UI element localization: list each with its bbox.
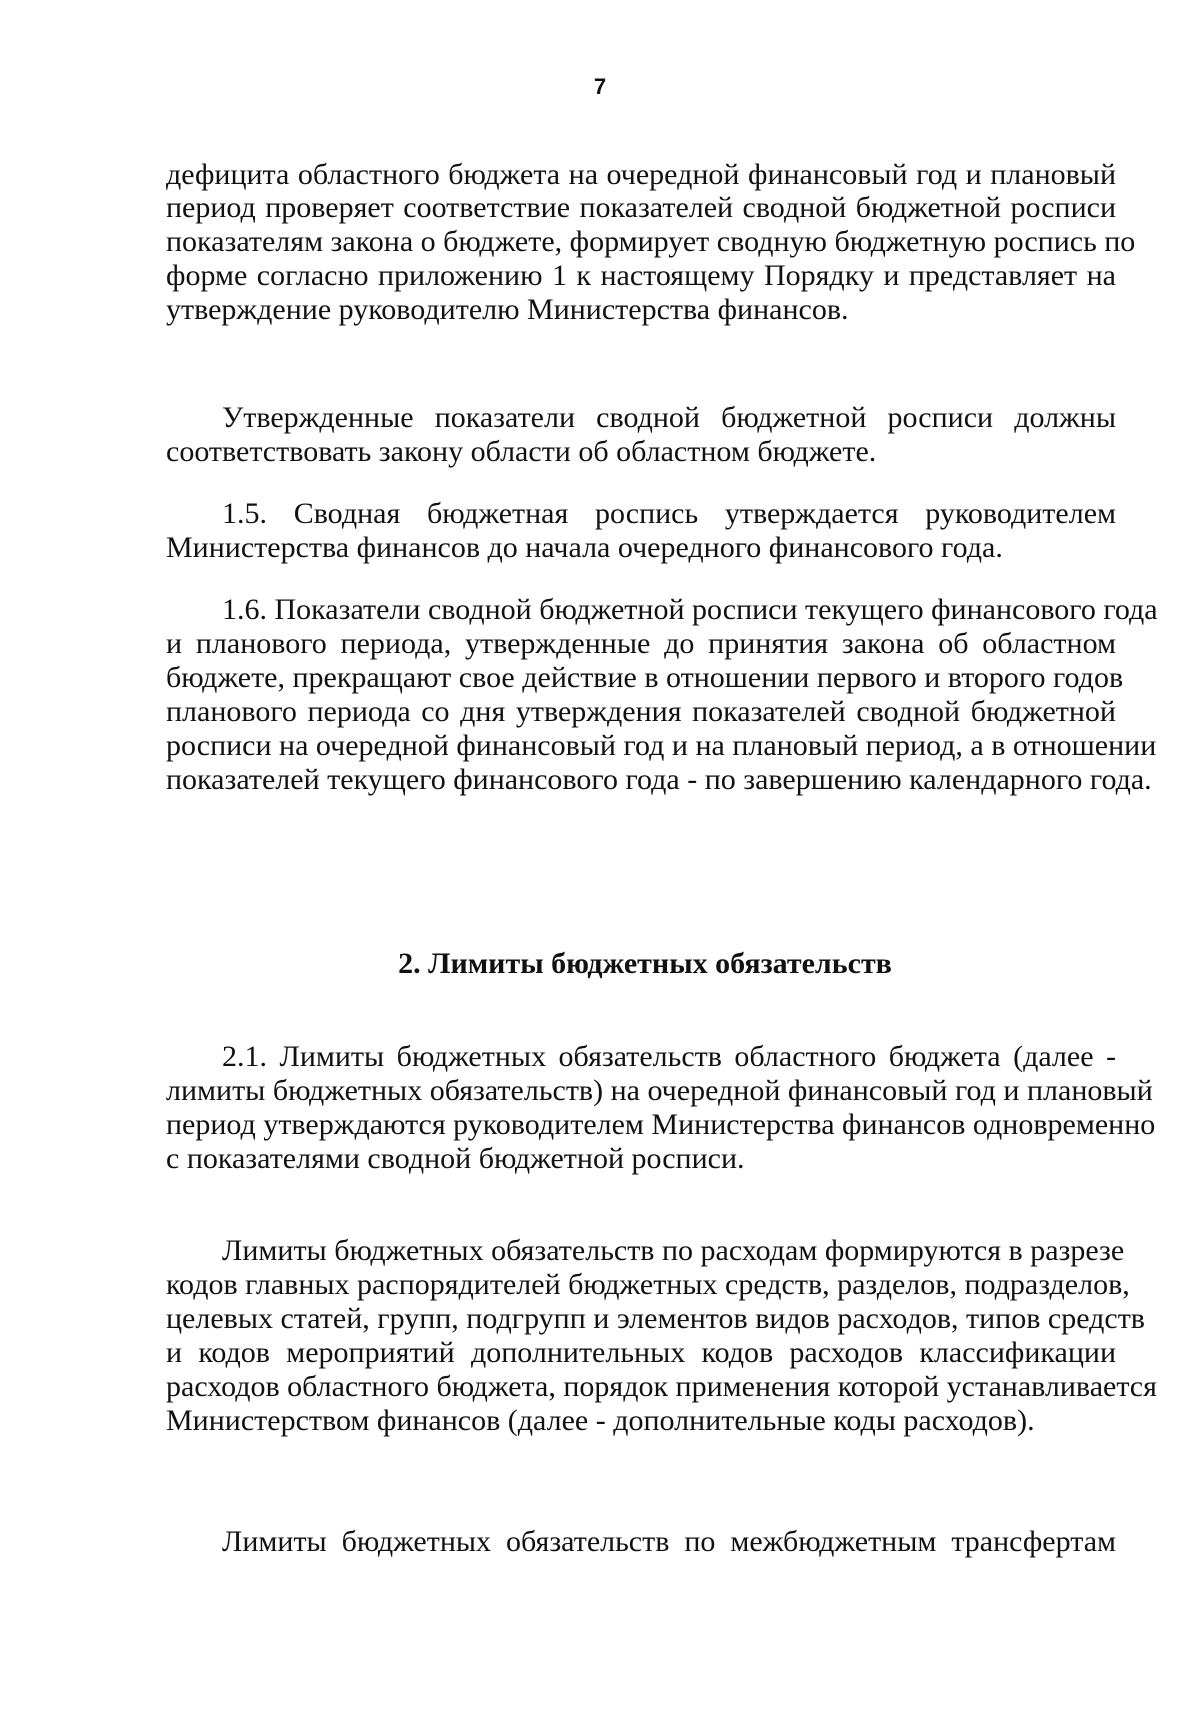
text-line: показателей текущего финансового года - по завершению календарного года. [166,763,1152,796]
page-number: 7 [593,74,607,99]
text-line: Утвержденные показатели сводной бюджетной росписи должны [222,401,1116,434]
text-line: утверждение руководителю Министерства финансов. [166,293,849,326]
text-line: целевых статей, групп, подгрупп и элементов видов расходов, типов средств [166,1302,1145,1335]
paragraph-limits-expenses [166,1234,1157,1438]
text-line: показателям закона о бюджете, формирует сводную бюджетную роспись по [166,225,1136,258]
paragraph-1-6 [166,593,1158,797]
text-line: Лимиты бюджетных обязательств по расходам формируются в разрезе [222,1234,1125,1267]
text-line: период утверждаются руководителем Министерства финансов одновременно [166,1108,1156,1141]
text-line: и планового периода, утвержденные до принятия закона об областном [166,627,1116,660]
text-line: и кодов мероприятий дополнительных кодов расходов классификации [166,1336,1116,1369]
text-line: Лимиты бюджетных обязательств по межбюджетным трансфертам [222,1525,1116,1558]
text-line: 1.5. Сводная бюджетная роспись утверждается руководителем [222,497,1116,530]
text-line: 1.6. Показатели сводной бюджетной росписи текущего финансового года [222,593,1158,626]
paragraph-2-1 [166,1040,1156,1176]
paragraph-1-5 [166,497,1116,565]
paragraph-limits-transfers [166,1525,1116,1559]
text-line: кодов главных распорядителей бюджетных средств, разделов, подразделов, [166,1268,1130,1301]
text-line: планового периода со дня утверждения показателей сводной бюджетной [166,695,1116,728]
text-line: расходов областного бюджета, порядок применения которой устанавливается [166,1370,1157,1403]
text-line: лимиты бюджетных обязательств) на очередной финансовый год и плановый [166,1074,1153,1107]
text-line: росписи на очередной финансовый год и на плановый период, а в отношении [166,729,1157,762]
text-line: соответствовать закону области об областном бюджете. [166,435,877,468]
paragraph-approved-indicators [166,401,1116,469]
text-line: с показателями сводной бюджетной росписи. [166,1142,745,1175]
text-line: форме согласно приложению 1 к настоящему Порядку и представляет на [166,259,1116,292]
text-line: бюджете, прекращают свое действие в отношении первого и второго годов [166,661,1124,694]
text-line: дефицита областного бюджета на очередной финансовый год и плановый [166,158,1116,191]
text-line: 2.1. Лимиты бюджетных обязательств областного бюджета (далее - [222,1040,1116,1073]
text-line: Министерства финансов до начала очередного финансового года. [166,531,1003,564]
text-line: Министерством финансов (далее - дополнительные коды расходов). [166,1404,1035,1437]
paragraph-continuation [166,158,1136,327]
section-heading: 2. Лимиты бюджетных обязательств [398,947,892,980]
text-line: период проверяет соответствие показателей сводной бюджетной росписи [166,191,1116,224]
